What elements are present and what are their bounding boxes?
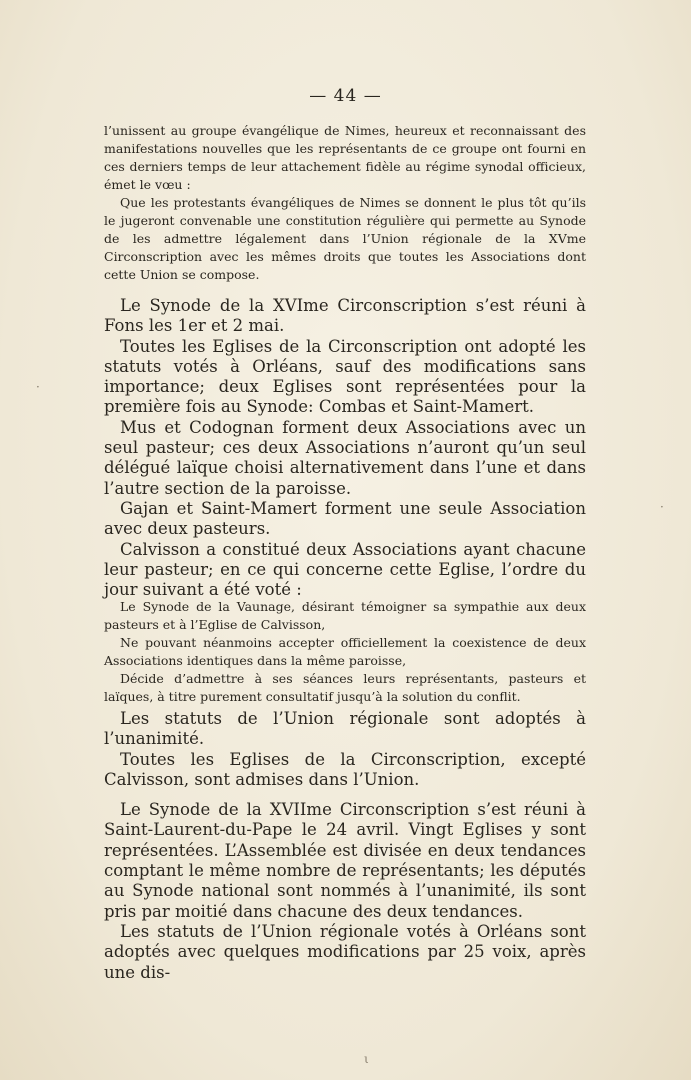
body-text-block [104, 296, 586, 600]
page-speck: ι [364, 1052, 369, 1066]
paragraph: Ne pouvant néanmoins accepter officiellement la coexistence de deux Associations identiques dans la même paroisse, [104, 635, 586, 668]
paragraph: Décide d’admettre à ses séances leurs représentants, pasteurs et laïques, à titre purement consultatif jusqu’à la solution du conflit. [104, 671, 586, 704]
paragraph: Le Synode de la Vaunage, désirant témoigner sa sympathie aux deux pasteurs et à l’Eglise de Calvisson, [104, 599, 586, 632]
body-text-block [104, 709, 586, 983]
paragraph: Les statuts de l’Union régionale sont adoptés à l’unanimité. [104, 709, 586, 749]
small-print-block [104, 122, 586, 284]
paragraph: l’unissent au groupe évangélique de Nimes, heureux et reconnaissant des manifestations nouvelles que les représentants de ce groupe ont fourni en ces derniers temps de leur attachement fidèle au régime synodal officieux, émet le vœu : [104, 123, 586, 192]
paragraph: Les statuts de l’Union régionale votés à Orléans sont adoptés avec quelques modifications par 25 voix, après une dis- [104, 921, 586, 982]
paragraph: Gajan et Saint-Mamert forment une seule Association avec deux pasteurs. [104, 498, 586, 539]
paragraph: Mus et Codognan forment deux Associations avec un seul pasteur; ces deux Associations n’auront qu’un seul délégué laïque choisi alternativement dans l’une et dans l’autre section de la paroisse. [104, 417, 586, 498]
paragraph: Toutes les Eglises de la Circonscription ont adopté les statuts votés à Orléans, sauf des modifications sans importance; deux Eglises sont représentées pour la première fois au Synode: Combas et Saint-Mamert. [104, 336, 586, 417]
paragraph: Calvisson a constitué deux Associations ayant chacune leur pasteur; en ce qui concerne cette Eglise, l’ordre du jour suivant a été voté : [104, 539, 586, 600]
paragraph: Le Synode de la XVIIme Circonscription s’est réuni à Saint-Laurent-du-Pape le 24 avril. Vingt Eglises y sont représentées. L’Assemblée est divisée en deux tendances comptant le même nombre de représentants; les députés au Synode national sont nommés à l’unanimité, ils sont pris par moitié dans chacune des deux tendances. [104, 800, 586, 921]
resolution-block [104, 598, 586, 706]
paragraph: Le Synode de la XVIme Circonscription s’est réuni à Fons les 1er et 2 mai. [104, 296, 586, 336]
paragraph: Que les protestants évangéliques de Nimes se donnent le plus tôt qu’ils le jugeront convenable une constitution régulière qui permette au Synode de les admettre légalement dans l’Union régionale de la XVme Circonscription avec les mêmes droits que toutes les Associations dont cette Union se compose. [104, 195, 586, 282]
page-number: — 44 — [309, 86, 382, 106]
paragraph: Toutes les Eglises de la Circonscription, excepté Calvisson, sont admises dans l’Union. [104, 749, 586, 789]
margin-speck: · [660, 500, 664, 514]
margin-speck: · [36, 380, 40, 394]
